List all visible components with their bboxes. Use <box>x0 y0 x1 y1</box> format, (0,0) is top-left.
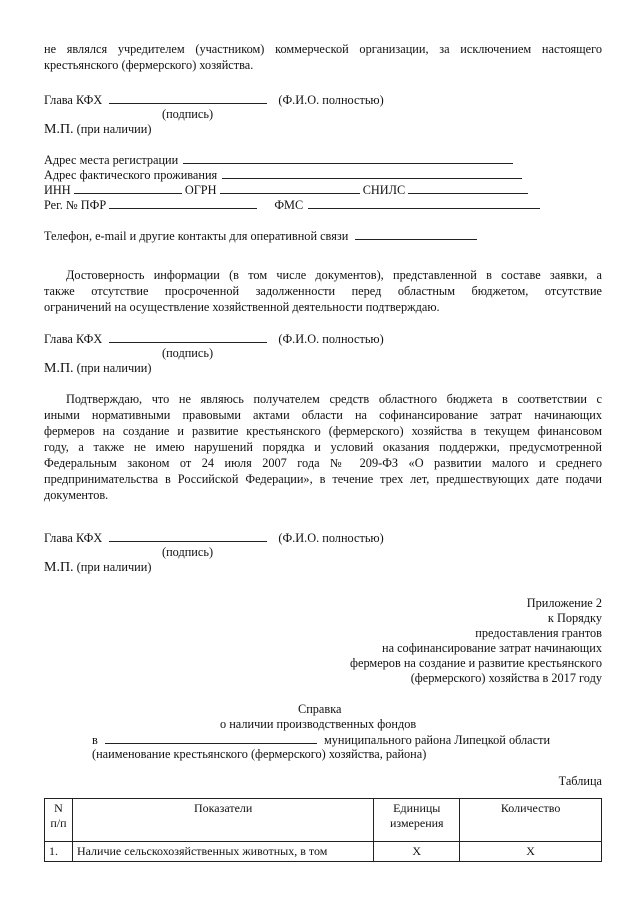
confirm1-line-1: Достоверность информации (в том числе документов), представленной в составе заявки, а <box>66 268 602 282</box>
head-label: Глава КФХ <box>44 332 103 346</box>
head-label: Глава КФХ <box>44 531 103 545</box>
table-header-row <box>45 799 602 842</box>
phone-blank <box>355 228 477 240</box>
header-indicators: Показатели <box>72 799 373 842</box>
appendix-line-2: к Порядку <box>547 611 602 625</box>
reg-address-label: Адрес места регистрации <box>44 153 179 167</box>
header-quantity: Количество <box>460 799 602 842</box>
signature-caption: (подпись) <box>162 346 214 360</box>
stamp-line <box>44 361 151 377</box>
fio-label: (Ф.И.О. полностью) <box>278 531 384 545</box>
fio-label: (Ф.И.О. полностью) <box>278 332 384 346</box>
spravka-in-word: в <box>92 733 98 747</box>
confirm2-line-7: документов. <box>44 488 109 502</box>
stamp-line <box>44 560 151 576</box>
spravka-caption: (наименование крестьянского (фермерского) хозяйства, района) <box>92 747 427 761</box>
spravka-district-text: муниципального района Липецкой области <box>323 733 551 747</box>
header-num-b: п/п <box>50 816 67 830</box>
stamp-main: М.П. <box>44 122 74 137</box>
signature-blank <box>109 92 267 104</box>
reg-address-blank <box>183 152 513 164</box>
spravka-name-blank <box>105 732 317 744</box>
signature-caption: (подпись) <box>162 107 214 121</box>
header-units-b: измерения <box>389 816 444 830</box>
pfr-label: Рег. № ПФР <box>44 198 107 212</box>
stamp-main: М.П. <box>44 560 74 575</box>
actual-address-label: Адрес фактического проживания <box>44 168 218 182</box>
row-unit: X <box>374 842 460 862</box>
confirm2-line-2: иными нормативными правовыми актами области на софинансирование затрат начинающих <box>44 408 602 422</box>
appendix-line-4: на софинансирование затрат начинающих <box>381 641 602 655</box>
phone-label: Телефон, e-mail и другие контакты для оперативной связи <box>44 229 349 243</box>
signature-line-3 <box>44 530 384 547</box>
actual-address-blank <box>222 167 522 179</box>
signature-line-1 <box>44 92 384 109</box>
table-label: Таблица <box>558 774 602 788</box>
appendix-line-5: фермеров на создание и развитие крестьянского <box>350 656 602 670</box>
snils-label: СНИЛС <box>362 183 406 197</box>
header-num <box>45 799 73 842</box>
confirm2-line-5: Федеральным законом от 24 июля 2007 года № 209-ФЗ «О развитии малого и среднего <box>44 456 602 470</box>
table-row <box>45 842 602 862</box>
row-quantity: X <box>460 842 602 862</box>
inn-blank <box>74 182 182 194</box>
confirm2-line-4: году, а также не имею нарушений порядка и условий оказания поддержки, предусмотренной <box>44 440 602 454</box>
pfr-blank <box>109 197 257 209</box>
confirm2-line-6: предпринимательства в Российской Федерации», в течение трех лет, предшествующих дате подачи <box>44 472 602 486</box>
confirm2-line-3: фермеров на создание и развитие крестьянского (фермерского) хозяйства в текущем финансовом <box>44 424 602 438</box>
funds-table <box>44 798 602 862</box>
signature-blank <box>109 530 267 542</box>
header-num-a: N <box>54 801 63 815</box>
stamp-note: (при наличии) <box>76 560 152 574</box>
row-indicator: Наличие сельскохозяйственных животных, в том <box>72 842 373 862</box>
fio-label: (Ф.И.О. полностью) <box>278 93 384 107</box>
ogrn-label: ОГРН <box>184 183 217 197</box>
stamp-line <box>44 122 151 138</box>
intro-line-2: крестьянского (фермерского) хозяйства. <box>44 58 254 72</box>
header-units <box>374 799 460 842</box>
appendix-line-3: предоставления грантов <box>475 626 602 640</box>
row-num: 1. <box>45 842 73 862</box>
fms-blank <box>308 197 540 209</box>
signature-line-2 <box>44 331 384 348</box>
confirm2-line-1: Подтверждаю, что не являюсь получателем средств областного бюджета в соответствии с <box>66 392 602 406</box>
head-label: Глава КФХ <box>44 93 103 107</box>
header-units-a: Единицы <box>393 801 441 815</box>
spravka-title: Справка <box>298 702 342 716</box>
phone-row <box>44 228 477 245</box>
confirm1-line-3: ограничений на осуществление хозяйственной деятельности подтверждаю. <box>44 300 440 314</box>
stamp-note: (при наличии) <box>76 122 152 136</box>
stamp-note: (при наличии) <box>76 361 152 375</box>
intro-line-1: не являлся учредителем (участником) коммерческой организации, за исключением настоящего <box>44 42 602 56</box>
signature-blank <box>109 331 267 343</box>
pfr-row <box>44 197 540 214</box>
appendix-line-6: (фермерского) хозяйства в 2017 году <box>410 671 602 685</box>
snils-blank <box>408 182 528 194</box>
stamp-main: М.П. <box>44 361 74 376</box>
ogrn-blank <box>220 182 360 194</box>
confirm1-line-2: также отсутствие просроченной задолженности перед областным бюджетом, отсутствие <box>44 284 602 298</box>
inn-label: ИНН <box>44 183 71 197</box>
spravka-subtitle: о наличии производственных фондов <box>220 717 417 731</box>
appendix-line-1: Приложение 2 <box>526 596 602 610</box>
signature-caption: (подпись) <box>162 545 214 559</box>
fms-label: ФМС <box>274 198 304 212</box>
